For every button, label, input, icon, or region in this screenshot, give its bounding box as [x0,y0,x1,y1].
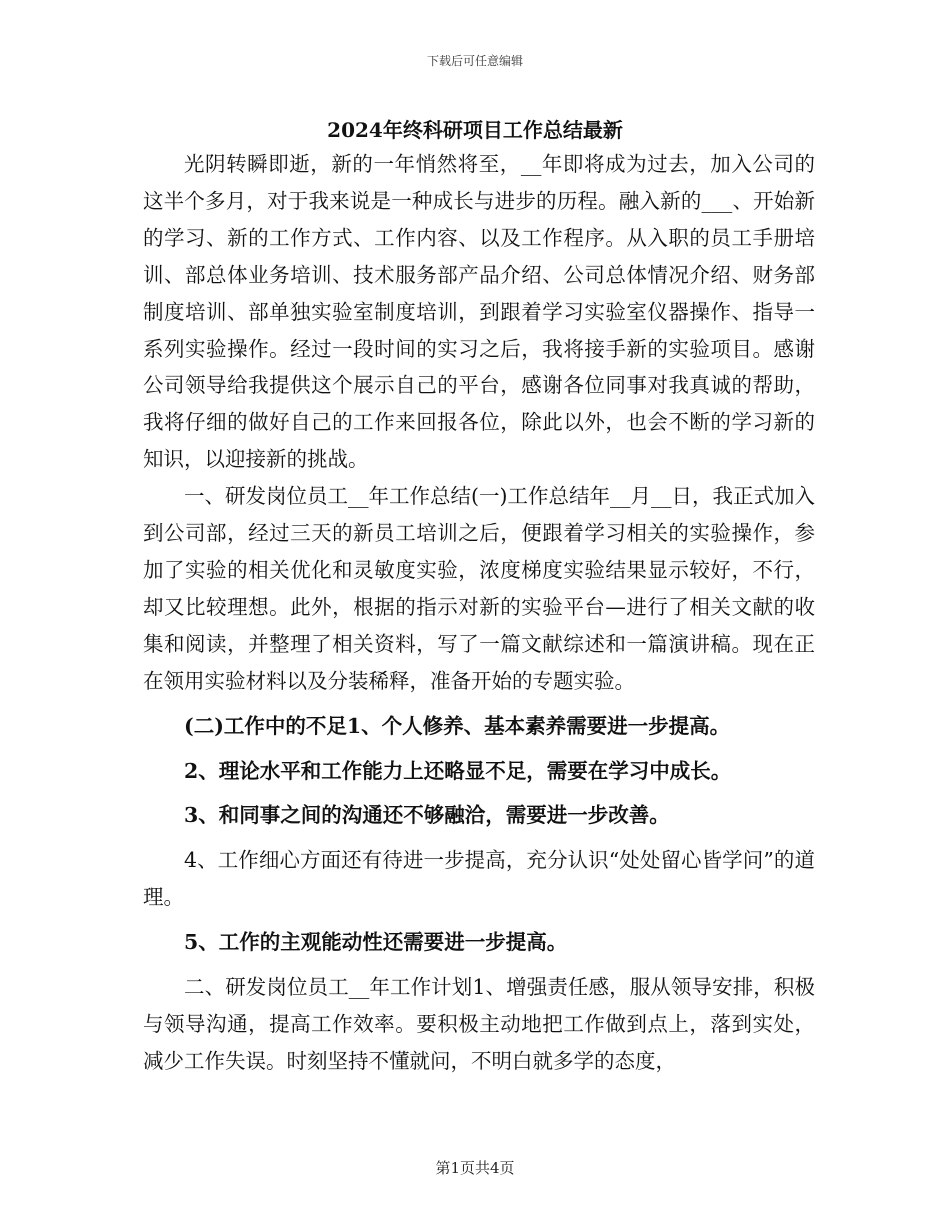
document-body [143,146,815,1080]
paragraph-shortcoming-5: 5、工作的主观能动性还需要进一步提高。 [184,930,568,955]
page-header-note: 下载后可任意编辑 [426,54,523,68]
paragraph-shortcoming-3: 3、和同事之间的沟通还不够融洽，需要进一步改善。 [184,803,670,828]
paragraph-shortcoming-2: 2、理论水平和工作能力上还略显不足，需要在学习中成长。 [184,758,732,783]
page-number: 第1页共4页 [435,1159,515,1177]
paragraph-shortcoming-1: (二)工作中的不足1、个人修养、基本素养需要进一步提高。 [184,713,731,738]
paragraph-section-2: 二、研发岗位员工__年工作计划1、增强责任感，服从领导安排，积极与领导沟通，提高工作效率。要积极主动地把工作做到点上，落到实处，减少工作失误。时刻坚持不懂就问，不明白就多学的态度， [143,975,815,1073]
paragraph-section-1: 一、研发岗位员工__年工作总结(一)工作总结年__月__日，我正式加入到公司部，经过三天的新员工培训之后，便跟着学习相关的实验操作，参加了实验的相关优化和灵敏度实验，浓度梯度实验结果显示较好，不行，却又比较理想。此外，根据的指示对新的实验平台—进行了相关文献的收集和阅读，并整理了相关资料，写了一篇文献综述和一篇演讲稿。现在正在领用实验材料以及分装稀释，准备开始的专题实验。 [143,484,815,693]
document-title: 2024年终科研项目工作总结最新 [327,118,623,142]
paragraph-shortcoming-4: 4、工作细心方面还有待进一步提高，充分认识“处处留心皆学问”的道理。 [143,848,815,910]
paragraph-intro: 光阴转瞬即逝，新的一年悄然将至，__年即将成为过去，加入公司的这半个多月，对于我来说是一种成长与进步的历程。融入新的___、开始新的学习、新的工作方式、工作内容、以及工作程序。从入职的员工手册培训、部总体业务培训、技术服务部产品介绍、公司总体情况介绍、财务部制度培训、部单独实验室制度培训，到跟着学习实验室仪器操作、指导一系列实验操作。经过一段时间的实习之后，我将接手新的实验项目。感谢公司领导给我提供这个展示自己的平台，感谢各位同事对我真诚的帮助，我将仔细的做好自己的工作来回报各位，除此以外，也会不断的学习新的知识，以迎接新的挑战。 [143,152,815,472]
